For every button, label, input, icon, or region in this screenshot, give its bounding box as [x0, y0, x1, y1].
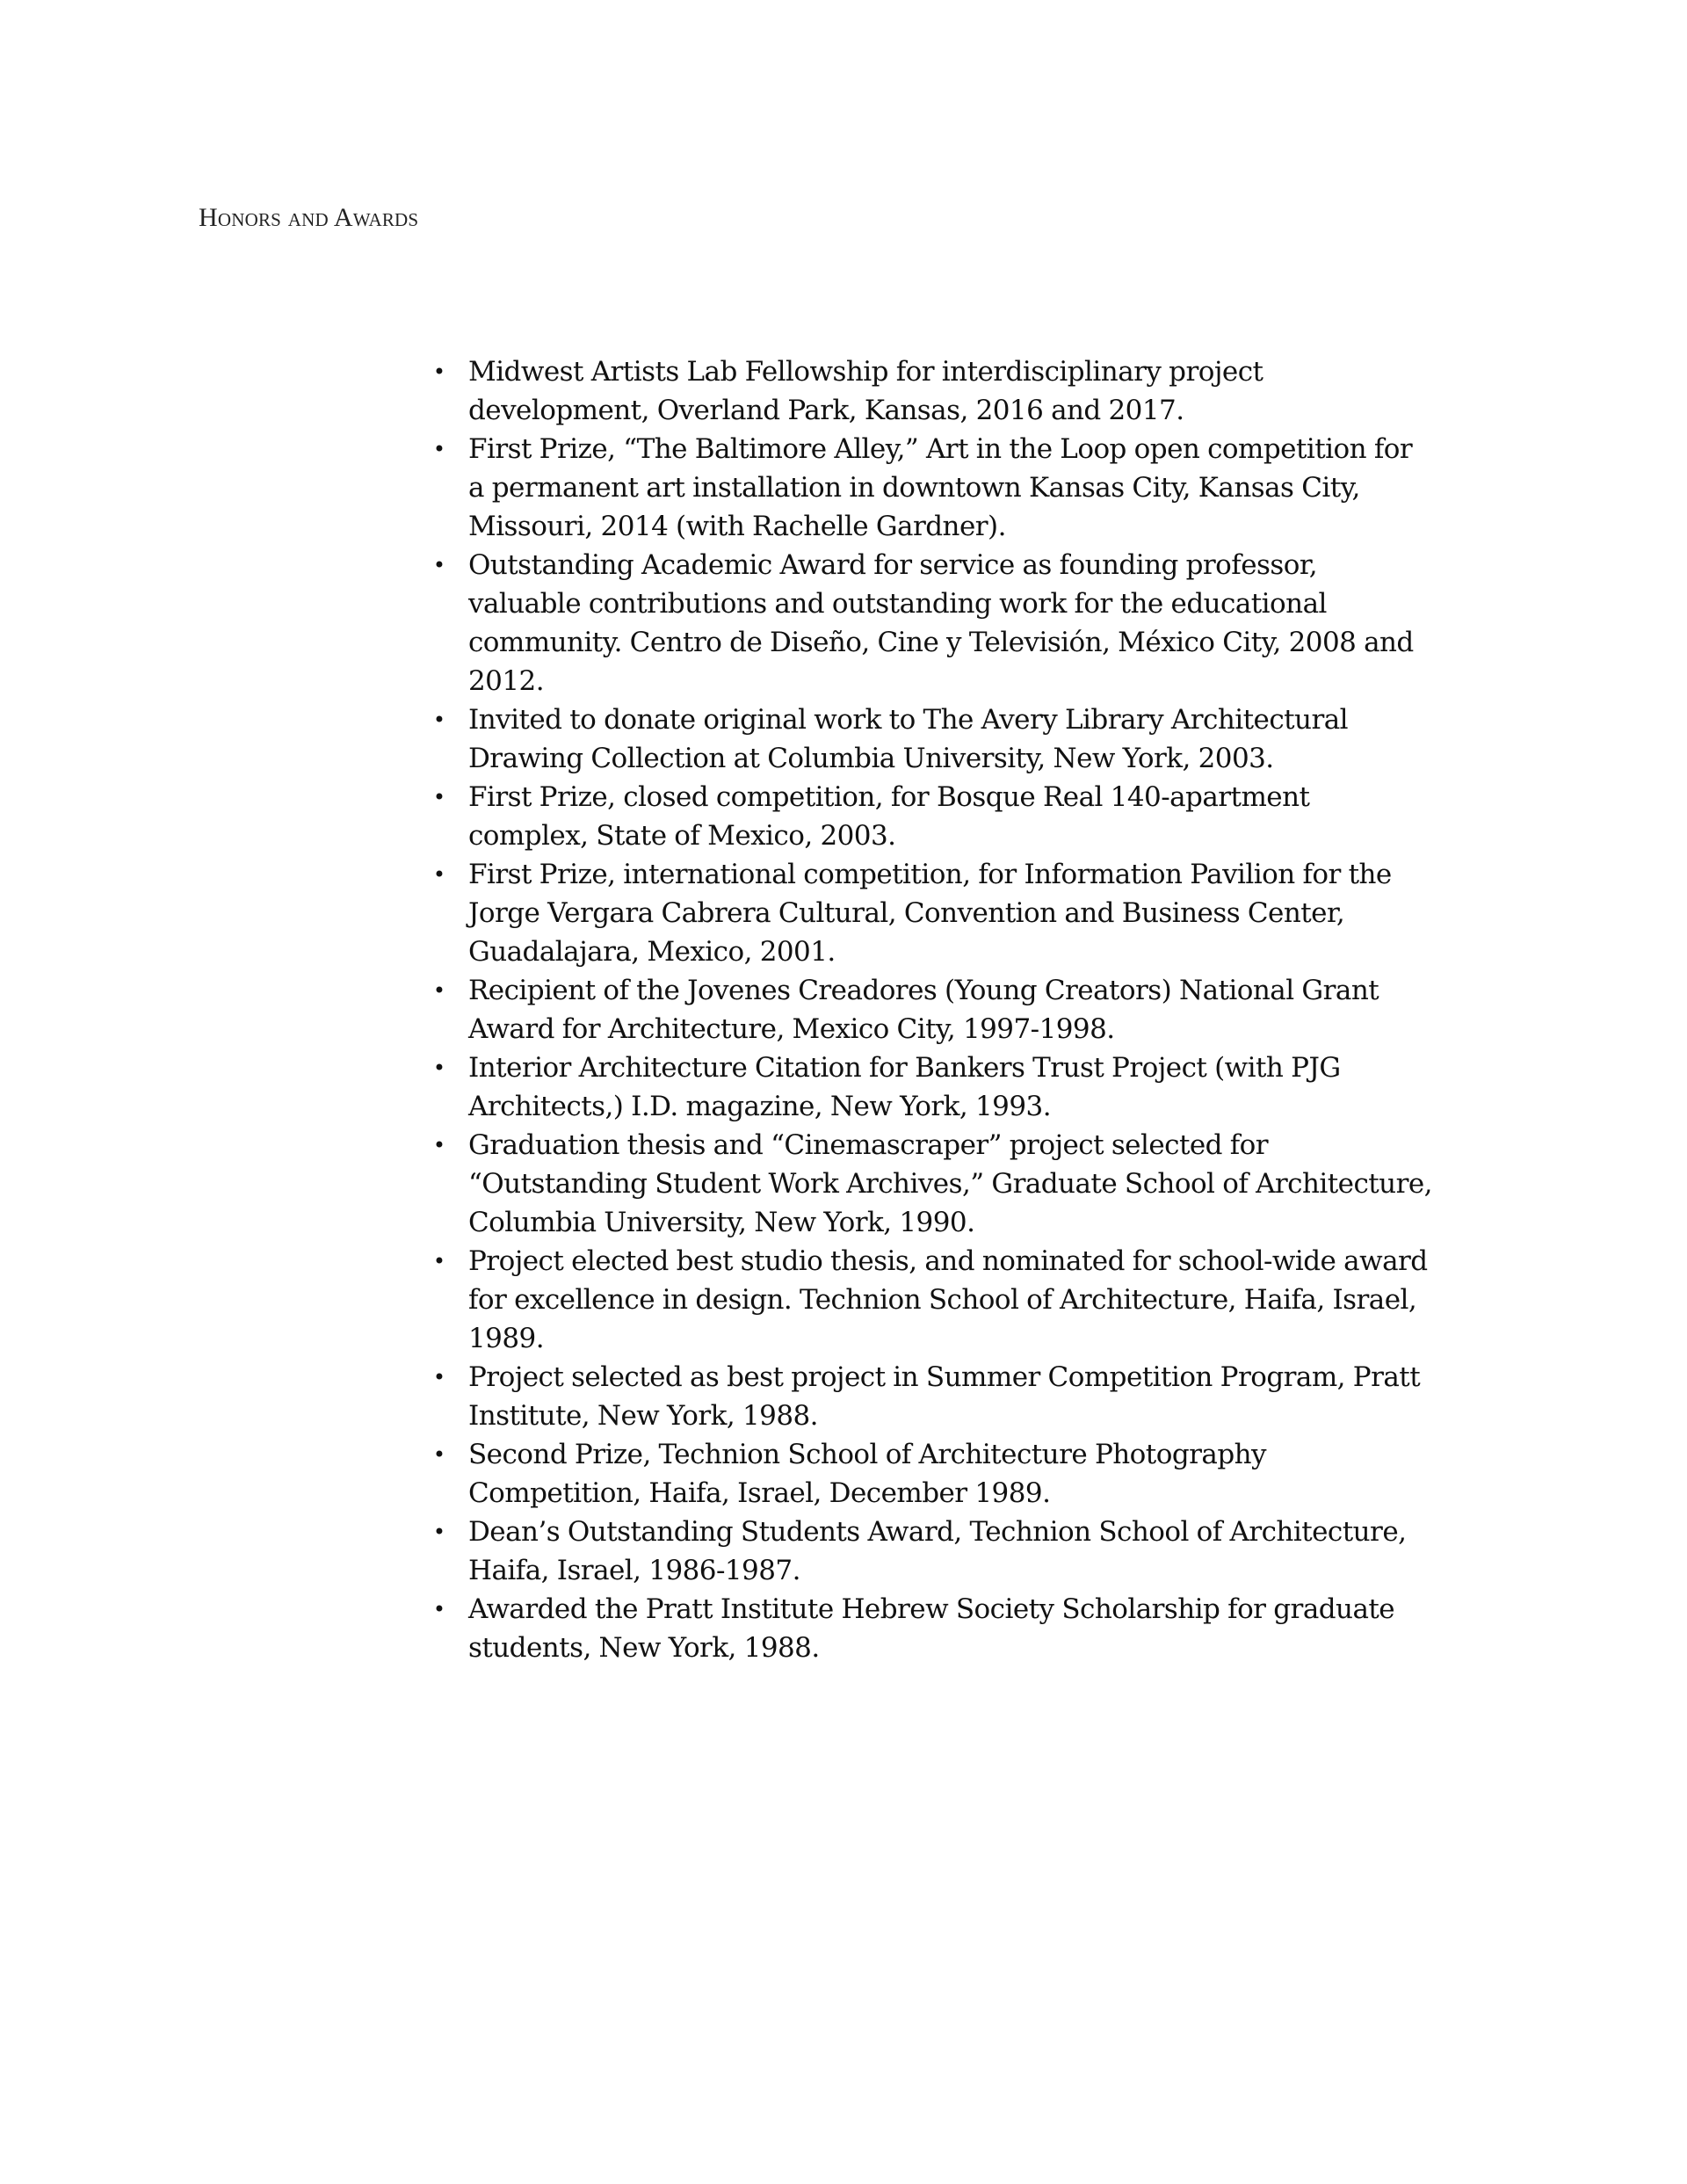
award-list-item	[432, 1242, 1488, 1358]
award-text	[468, 778, 1488, 855]
award-line: First Prize, closed competition, for Bosque Real 140-apartment	[468, 781, 1310, 813]
award-line: Haifa, Israel, 1986-1987.	[468, 1555, 800, 1586]
award-text	[468, 855, 1488, 971]
award-line: Award for Architecture, Mexico City, 1997-1998.	[468, 1013, 1115, 1045]
award-line: Invited to donate original work to The Avery Library Architectural	[468, 704, 1349, 736]
award-text	[468, 430, 1488, 546]
bullet-icon: •	[432, 785, 446, 809]
bullet-icon: •	[432, 978, 446, 1003]
bullet-icon: •	[432, 1249, 446, 1273]
award-line: valuable contributions and outstanding work for the educational	[468, 588, 1327, 620]
bullet-icon: •	[432, 1133, 446, 1157]
bullet-icon: •	[432, 1056, 446, 1080]
award-line: Jorge Vergara Cabrera Cultural, Convention and Business Center,	[468, 897, 1345, 929]
award-line: Project selected as best project in Summer Competition Program, Pratt	[468, 1361, 1421, 1393]
award-line: Missouri, 2014 (with Rachelle Gardner).	[468, 511, 1006, 542]
award-line: Second Prize, Technion School of Architecture Photography	[468, 1439, 1266, 1470]
award-text	[468, 1358, 1488, 1435]
award-line: Drawing Collection at Columbia University, New York, 2003.	[468, 743, 1274, 774]
award-line: First Prize, “The Baltimore Alley,” Art in the Loop open competition for	[468, 433, 1413, 465]
award-line: Outstanding Academic Award for service as founding professor,	[468, 549, 1318, 581]
award-line: complex, State of Mexico, 2003.	[468, 820, 896, 852]
award-list-item	[432, 1048, 1488, 1126]
bullet-icon: •	[432, 1365, 446, 1389]
award-text	[468, 1242, 1488, 1358]
award-line: development, Overland Park, Kansas, 2016 and 2017.	[468, 395, 1184, 426]
award-list-item	[432, 855, 1488, 971]
award-text	[468, 546, 1488, 700]
award-line: Dean’s Outstanding Students Award, Technion School of Architecture,	[468, 1516, 1407, 1548]
award-line: Recipient of the Jovenes Creadores (Young Creators) National Grant	[468, 975, 1379, 1006]
award-line: for excellence in design. Technion School of Architecture, Haifa, Israel,	[468, 1284, 1417, 1316]
award-text	[468, 700, 1488, 778]
award-line: Architects,) I.D. magazine, New York, 1993.	[468, 1091, 1052, 1122]
award-list-item	[432, 430, 1488, 546]
award-text	[468, 1590, 1488, 1667]
bullet-icon: •	[432, 437, 446, 461]
award-line: First Prize, international competition, for Information Pavilion for the	[468, 859, 1392, 890]
award-line: Competition, Haifa, Israel, December 1989.	[468, 1477, 1051, 1509]
award-list-item	[432, 700, 1488, 778]
award-list-item	[432, 971, 1488, 1048]
award-line: 1989.	[468, 1323, 544, 1354]
bullet-icon: •	[432, 862, 446, 887]
award-line: 2012.	[468, 665, 544, 697]
award-line: Midwest Artists Lab Fellowship for interdisciplinary project	[468, 356, 1263, 388]
section-heading: Honors and Awards	[199, 203, 419, 232]
award-line: Awarded the Pratt Institute Hebrew Society Scholarship for graduate	[468, 1593, 1395, 1625]
bullet-icon: •	[432, 1597, 446, 1622]
award-list-item	[432, 778, 1488, 855]
award-text	[468, 1513, 1488, 1590]
award-line: community. Centro de Diseño, Cine y Televisión, México City, 2008 and	[468, 627, 1414, 658]
award-line: Guadalajara, Mexico, 2001.	[468, 936, 836, 968]
award-list-item	[432, 1590, 1488, 1667]
bullet-icon: •	[432, 553, 446, 577]
award-line: Institute, New York, 1988.	[468, 1400, 818, 1432]
award-text	[468, 971, 1488, 1048]
award-text	[468, 1048, 1488, 1126]
award-line: a permanent art installation in downtown Kansas City, Kansas City,	[468, 472, 1360, 504]
award-line: Interior Architecture Citation for Bankers Trust Project (with PJG	[468, 1052, 1341, 1084]
award-list-item	[432, 1126, 1488, 1242]
award-line: Project elected best studio thesis, and nominated for school-wide award	[468, 1245, 1428, 1277]
award-line: Graduation thesis and “Cinemascraper” project selected for	[468, 1129, 1269, 1161]
award-list-item	[432, 1435, 1488, 1513]
award-list-item	[432, 546, 1488, 700]
bullet-icon: •	[432, 359, 446, 384]
award-text	[468, 1435, 1488, 1513]
awards-list	[432, 352, 1488, 1667]
award-line: “Outstanding Student Work Archives,” Graduate School of Architecture,	[468, 1168, 1432, 1200]
award-text	[468, 352, 1488, 430]
bullet-icon: •	[432, 707, 446, 732]
award-line: students, New York, 1988.	[468, 1632, 820, 1664]
bullet-icon: •	[432, 1442, 446, 1467]
award-text	[468, 1126, 1488, 1242]
award-list-item	[432, 1513, 1488, 1590]
award-list-item	[432, 352, 1488, 430]
award-line: Columbia University, New York, 1990.	[468, 1207, 975, 1238]
bullet-icon: •	[432, 1520, 446, 1544]
award-list-item	[432, 1358, 1488, 1435]
